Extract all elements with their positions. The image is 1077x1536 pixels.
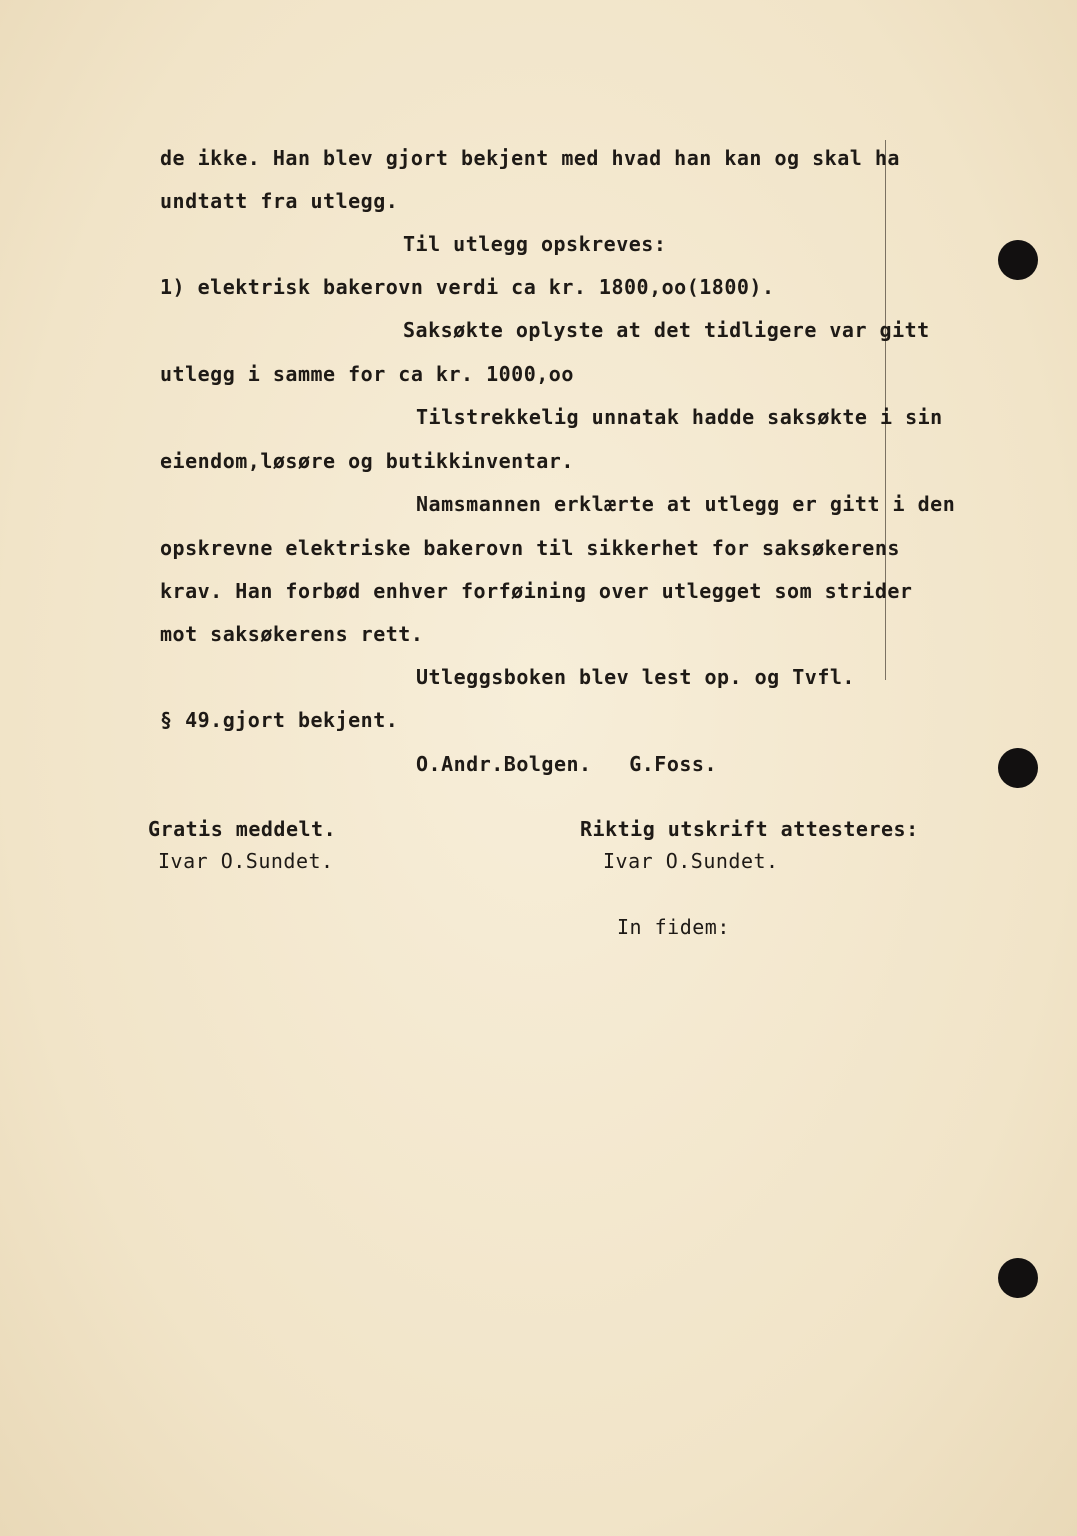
body-line: § 49.gjort bekjent. [160,708,399,732]
body-line: Namsmannen erklærte at utlegg er gitt i den [416,492,956,516]
body-line: undtatt fra utlegg. [160,189,399,213]
footer-left-name: Ivar O.Sundet. [158,849,334,873]
punch-hole-bottom [998,1258,1038,1298]
body-line: eiendom,løsøre og butikkinventar. [160,449,574,473]
body-line: Saksøkte oplyste at det tidligere var gitt [403,318,930,342]
body-line: mot saksøkerens rett. [160,622,424,646]
footer-right-title: Riktig utskrift attesteres: [580,817,919,841]
closing-line: In fidem: [617,915,730,939]
footer-left-title: Gratis meddelt. [148,817,337,841]
body-line: 1) elektrisk bakerovn verdi ca kr. 1800,oo(1800). [160,275,775,299]
body-line: de ikke. Han blev gjort bekjent med hvad han kan og skal ha [160,146,900,170]
signatures-line: O.Andr.Bolgen. G.Foss. [416,752,717,776]
body-line: Utleggsboken blev lest op. og Tvfl. [416,665,855,689]
body-line: utlegg i samme for ca kr. 1000,oo [160,362,574,386]
punch-hole-middle [998,748,1038,788]
body-line: Tilstrekkelig unnatak hadde saksøkte i sin [416,405,943,429]
punch-hole-top [998,240,1038,280]
body-line: Til utlegg opskreves: [403,232,667,256]
body-line: opskrevne elektriske bakerovn til sikkerhet for saksøkerens [160,536,900,560]
footer-right-name: Ivar O.Sundet. [603,849,779,873]
body-line: krav. Han forbød enhver forføining over utlegget som strider [160,579,913,603]
